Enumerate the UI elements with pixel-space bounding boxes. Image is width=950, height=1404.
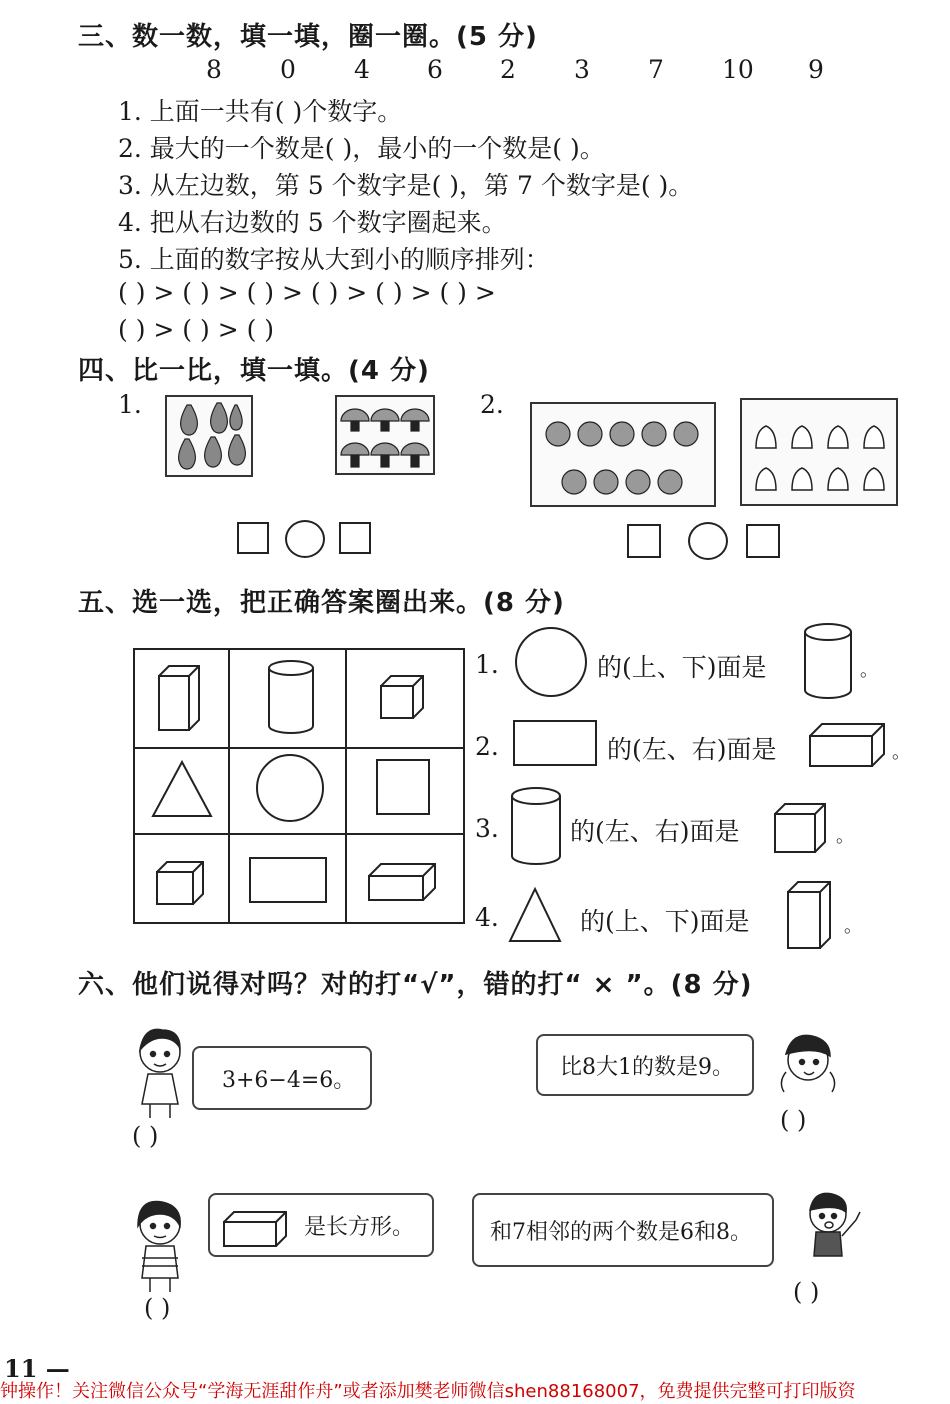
question-2: 2. 最大的一个数是( )，最小的一个数是( )。	[118, 134, 605, 163]
flat-cuboid-icon	[808, 722, 888, 770]
flat-cuboid-icon	[222, 1210, 290, 1250]
triangle-icon	[507, 886, 563, 944]
period: 。	[892, 742, 910, 763]
section4-title: 四、比一比，填一填。(4 分)	[78, 356, 430, 386]
section6-title: 六、他们说得对吗？对的打“√”，错的打“ × ”。(8 分)	[78, 970, 753, 1000]
period: 。	[836, 826, 854, 847]
cylinder-icon	[802, 622, 854, 702]
answer-paren-2[interactable]: ( )	[780, 1106, 807, 1134]
question-4: 4. 把从右边数的 5 个数字圈起来。	[118, 208, 507, 237]
period: 。	[860, 660, 878, 681]
cube-icon	[773, 802, 829, 854]
pears-box	[165, 395, 253, 477]
question-1: 1. 上面一共有( )个数字。	[118, 97, 403, 126]
number-item: 7	[648, 55, 664, 84]
speech-bubble-1: 3+6−4=6。	[192, 1046, 372, 1110]
choice-3-number: 3.	[475, 814, 499, 843]
number-item: 9	[808, 55, 824, 84]
page-number: 11 —	[4, 1354, 70, 1383]
mushroom-icon	[337, 397, 433, 473]
rectangle-icon	[513, 720, 597, 766]
answer-square[interactable]	[339, 522, 371, 554]
number-item: 0	[280, 55, 296, 84]
question-5: 5. 上面的数字按从大到小的顺序排列：	[118, 245, 550, 274]
choice-4-text[interactable]: 的(上、下)面是	[580, 907, 750, 936]
mushroom-box	[335, 395, 435, 475]
girl-thinking-icon	[126, 1196, 196, 1298]
girl-icon	[126, 1022, 194, 1122]
answer-paren-3[interactable]: ( )	[144, 1294, 171, 1322]
choice-1-text[interactable]: 的(上、下)面是	[597, 653, 767, 682]
order-line-1: ( ) > ( ) > ( ) > ( ) > ( ) > ( ) >	[118, 278, 496, 307]
choice-2-number: 2.	[475, 732, 499, 761]
answer-paren-4[interactable]: ( )	[793, 1278, 820, 1306]
number-item: 8	[206, 55, 222, 84]
apple-icon	[532, 404, 714, 505]
footer-banner: 钟操作！关注微信公众号“学海无涯甜作舟”或者添加樊老师微信shen88168007，免费提供完整可打印版资	[0, 1381, 856, 1402]
number-item: 4	[354, 55, 370, 84]
apples-box	[530, 402, 716, 507]
boy-icon	[796, 1188, 866, 1264]
cylinder-icon	[509, 786, 563, 868]
section5-title: 五、选一选，把正确答案圈出来。(8 分)	[78, 588, 565, 618]
choice-4-number: 4.	[475, 903, 499, 932]
question-3: 3. 从左边数，第 5 个数字是( )，第 7 个数字是( )。	[118, 171, 694, 200]
choice-3-text[interactable]: 的(左、右)面是	[570, 817, 740, 846]
circle-icon	[515, 627, 587, 697]
section3-title: 三、数一数，填一填，圈一圈。(5 分)	[78, 22, 538, 52]
choice-2-text[interactable]: 的(左、右)面是	[607, 735, 777, 764]
answer-paren-1[interactable]: ( )	[132, 1122, 159, 1150]
answer-square[interactable]	[746, 524, 780, 558]
compare-label-2: 2.	[480, 390, 504, 419]
speech-bubble-4: 和7相邻的两个数是6和8。	[472, 1193, 774, 1267]
tall-cuboid-icon	[786, 880, 836, 952]
number-item: 10	[722, 55, 754, 84]
number-item: 2	[500, 55, 516, 84]
answer-circle[interactable]	[688, 522, 728, 560]
number-item: 6	[427, 55, 443, 84]
peaches-box	[740, 398, 898, 506]
number-item: 3	[574, 55, 590, 84]
answer-square[interactable]	[237, 522, 269, 554]
period: 。	[844, 916, 862, 937]
speech-bubble-3: 是长方形。	[208, 1193, 434, 1257]
peach-icon	[742, 400, 896, 504]
speech-bubble-2: 比8大1的数是9。	[536, 1034, 754, 1096]
order-line-2: ( ) > ( ) > ( )	[118, 315, 275, 344]
compare-label-1: 1.	[118, 390, 142, 419]
answer-square[interactable]	[627, 524, 661, 558]
answer-circle[interactable]	[285, 520, 325, 558]
girl-cap-icon	[772, 1028, 842, 1100]
pear-icon	[167, 397, 251, 475]
choice-1-number: 1.	[475, 650, 499, 679]
shapes-grid	[133, 648, 465, 924]
